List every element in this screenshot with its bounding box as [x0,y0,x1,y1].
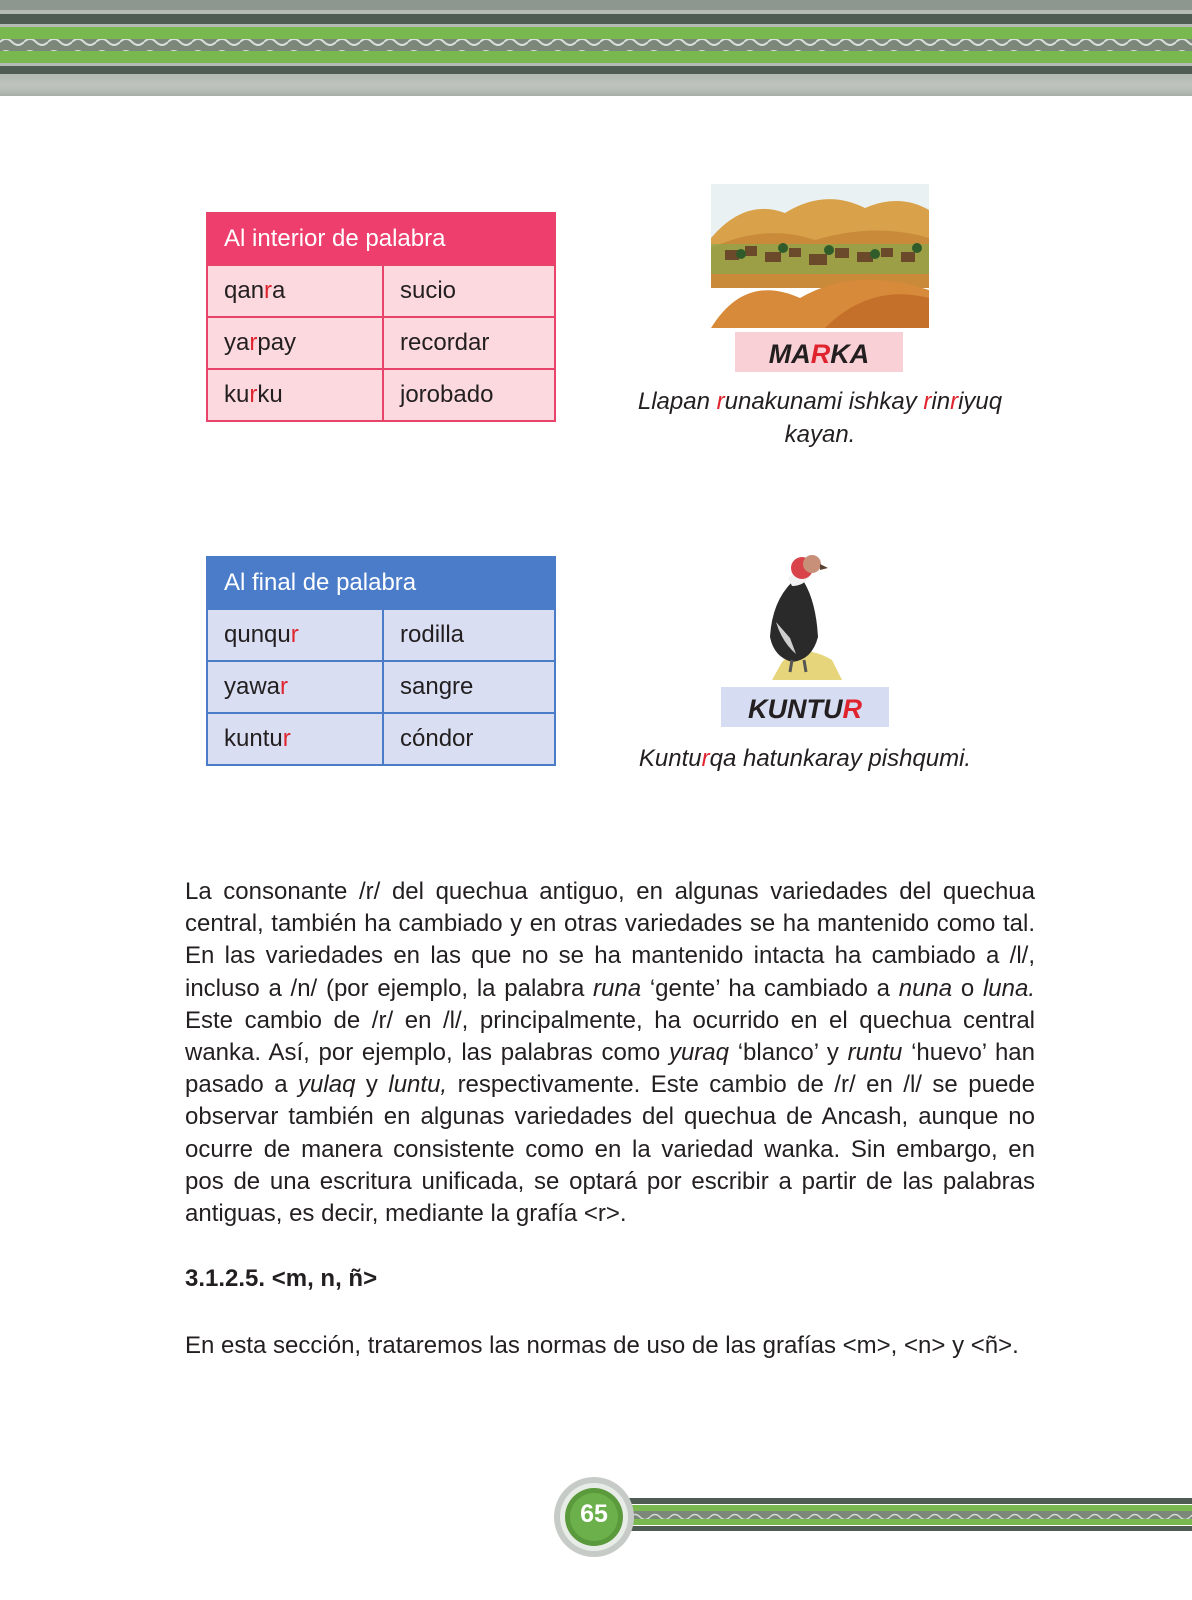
quechua-word: qanra [207,265,383,317]
table-header: Al interior de palabra [207,213,555,265]
condor-illustration [752,542,852,684]
village-illustration [705,178,933,328]
spanish-word: jorobado [383,369,555,421]
table-final-de-palabra [206,556,556,766]
spanish-word: sucio [383,265,555,317]
marka-label: MARKA [735,332,903,372]
table-row [207,661,555,713]
table-row [207,369,555,421]
table-row [207,317,555,369]
spanish-word: sangre [383,661,555,713]
table-interior-de-palabra [206,212,556,422]
page-number: 65 [580,1500,608,1528]
marka-caption: Llapan runakunami ishkay rinriyuq kayan. [637,388,1003,448]
quechua-word: kurku [207,369,383,421]
table-header: Al final de palabra [207,557,555,609]
spanish-word: recordar [383,317,555,369]
kuntur-caption: Kunturqa hatunkaray pishqumi. [638,745,972,772]
top-decorative-band [0,0,1192,96]
body-paragraph: La consonante /r/ del quechua antiguo, en algunas variedades del quechua central, también ha cambiado y en otras variedades se ha mantenido como tal. En las variedades en las que no se ha mantenido intacta ha cambiado a /l/, incluso a /n/ (por ejemplo, la palabra runa ‘gente’ ha cambiado a nuna o luna. Este cambio de /r/ en /l/, principalmente, ha ocurrido en el quechua central wanka. Así, por ejemplo, las palabras como yuraq ‘blanco’ y runtu ‘huevo’ han pasado a yulaq y luntu, respectivamente. Este cambio de /r/ en /l/ se puede observar también en algunas variedades del quechua de Ancash, aunque no ocurre de manera consistente como en la variedad wanka. Sin embargo, en pos de una escritura unificada, se optará por escribir a partir de las palabras antiguas, es decir, mediante la grafía <r>. [185,878,1035,1228]
quechua-word: qunqur [207,609,383,661]
table-row [207,609,555,661]
table-row [207,265,555,317]
spanish-word: cóndor [383,713,555,765]
section-paragraph: En esta sección, trataremos las normas de uso de las grafías <m>, <n> y <ñ>. [185,1332,1019,1359]
footer-band [550,1472,1192,1562]
kuntur-label: KUNTUR [721,687,889,727]
quechua-word: yawar [207,661,383,713]
quechua-word: yarpay [207,317,383,369]
table-row [207,713,555,765]
quechua-word: kuntur [207,713,383,765]
spanish-word: rodilla [383,609,555,661]
section-heading: 3.1.2.5. <m, n, ñ> [185,1265,378,1292]
